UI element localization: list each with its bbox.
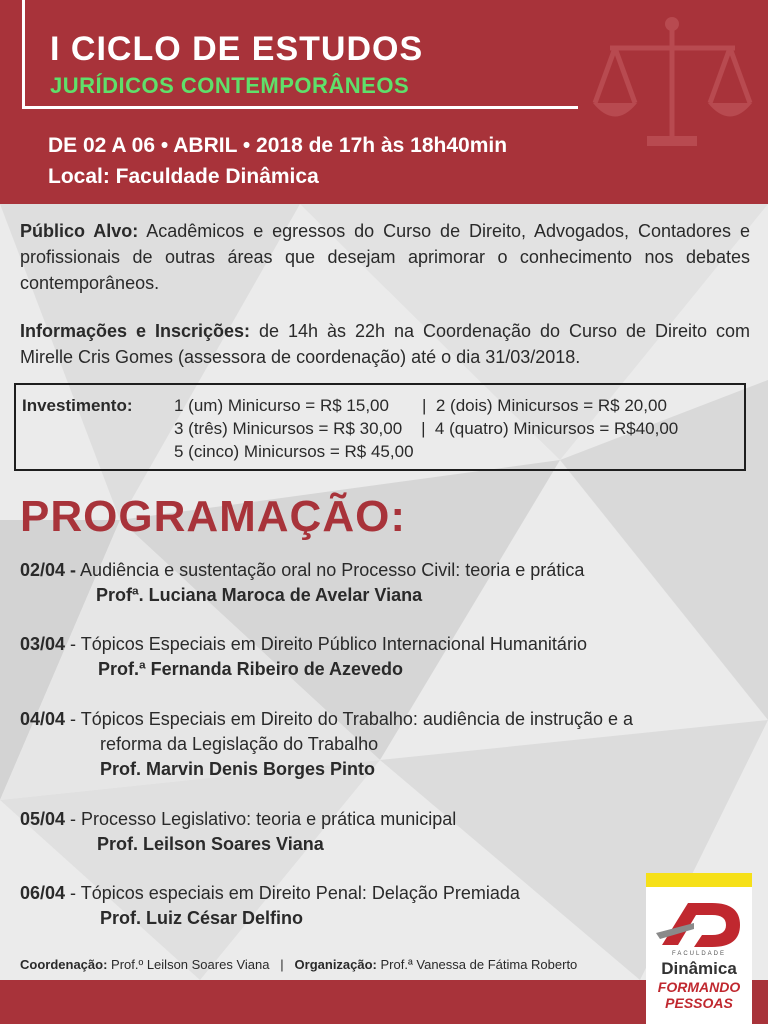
logo-slogan-line1: FORMANDO [657,979,741,995]
investment-line: 5 (cinco) Minicursos = R$ 45,00 [174,442,414,461]
investment-line: 1 (um) Minicurso = R$ 15,00 | 2 (dois) Minicursos = R$ 20,00 [174,396,667,415]
program-professor: Prof.ª Fernanda Ribeiro de Azevedo [98,659,404,679]
target-audience-text: Acadêmicos e egressos do Curso de Direito, Advogados, Contadores e profissionais de outras áreas que desejam aprimorar o conhecimento nos debates contemporâneos. [20,221,750,293]
registration-text: de 14h às 22h na Coordenação do Curso de Direito com Mirelle Cris Gomes (assessora de coordenação) até o dia 31/03/2018. [20,321,750,367]
program-item [20,558,750,608]
organization-name: Prof.ª Vanessa de Fátima Roberto [376,957,578,972]
program-professor: Profª. Luciana Maroca de Avelar Viana [96,585,423,605]
event-dates: DE 02 A 06 • ABRIL • 2018 de 17h às 18h40min [48,134,508,157]
event-subtitle: JURÍDICOS CONTEMPORÂNEOS [50,73,410,98]
program-topic-continued: reforma da Legislação do Trabalho [100,734,379,754]
program-topic: Audiência e sustentação oral no Processo Civil: teoria e prática [76,560,585,580]
program-title: PROGRAMAÇÃO: [20,492,406,541]
logo-caption: FACULDADE [671,951,726,957]
program-date: 02/04 - [20,560,77,580]
investment-box [14,383,746,471]
logo-stripe [646,873,752,887]
fd-monogram-icon [654,895,744,951]
registration-info [20,318,750,370]
program-topic: - Tópicos Especiais em Direito do Trabalho: audiência de instrução e a [65,709,634,729]
organization-label: Organização: [294,957,377,972]
credits [20,957,577,972]
target-audience [20,218,750,296]
program-date: 04/04 [20,709,66,729]
faculdade-dinamica-logo [646,873,752,1024]
program-topic: - Tópicos especiais em Direito Penal: Delação Premiada [65,883,520,903]
program-item [20,707,750,782]
registration-label: Informações e Inscrições: [20,321,251,341]
investment-line: 3 (três) Minicursos = R$ 30,00 | 4 (quatro) Minicursos = R$40,00 [174,419,679,438]
program-date: 05/04 [20,809,66,829]
program-topic: - Tópicos Especiais em Direito Público Internacional Humanitário [65,634,587,654]
event-location: Local: Faculdade Dinâmica [48,165,319,188]
event-title: I CICLO DE ESTUDOS [50,30,424,68]
program-topic: - Processo Legislativo: teoria e prática municipal [65,809,457,829]
program-professor: Prof. Luiz César Delfino [100,908,304,928]
program-professor: Prof. Marvin Denis Borges Pinto [100,759,376,779]
coordination-label: Coordenação: [20,957,108,972]
header-banner [0,0,768,204]
coordination-name: Prof.º Leilson Soares Viana [107,957,270,972]
program-item [20,881,750,931]
scales-of-justice-icon [585,8,760,158]
program-professor: Prof. Leilson Soares Viana [97,834,324,854]
credits-separator: | [269,957,295,972]
program-item [20,632,750,682]
program-date: 03/04 [20,634,66,654]
target-audience-label: Público Alvo: [20,221,139,241]
investment-label: Investimento: [22,396,133,415]
logo-slogan-line2: PESSOAS [665,995,733,1011]
program-item [20,807,750,857]
program-date: 06/04 [20,883,66,903]
logo-name: Dinâmica [661,959,737,978]
